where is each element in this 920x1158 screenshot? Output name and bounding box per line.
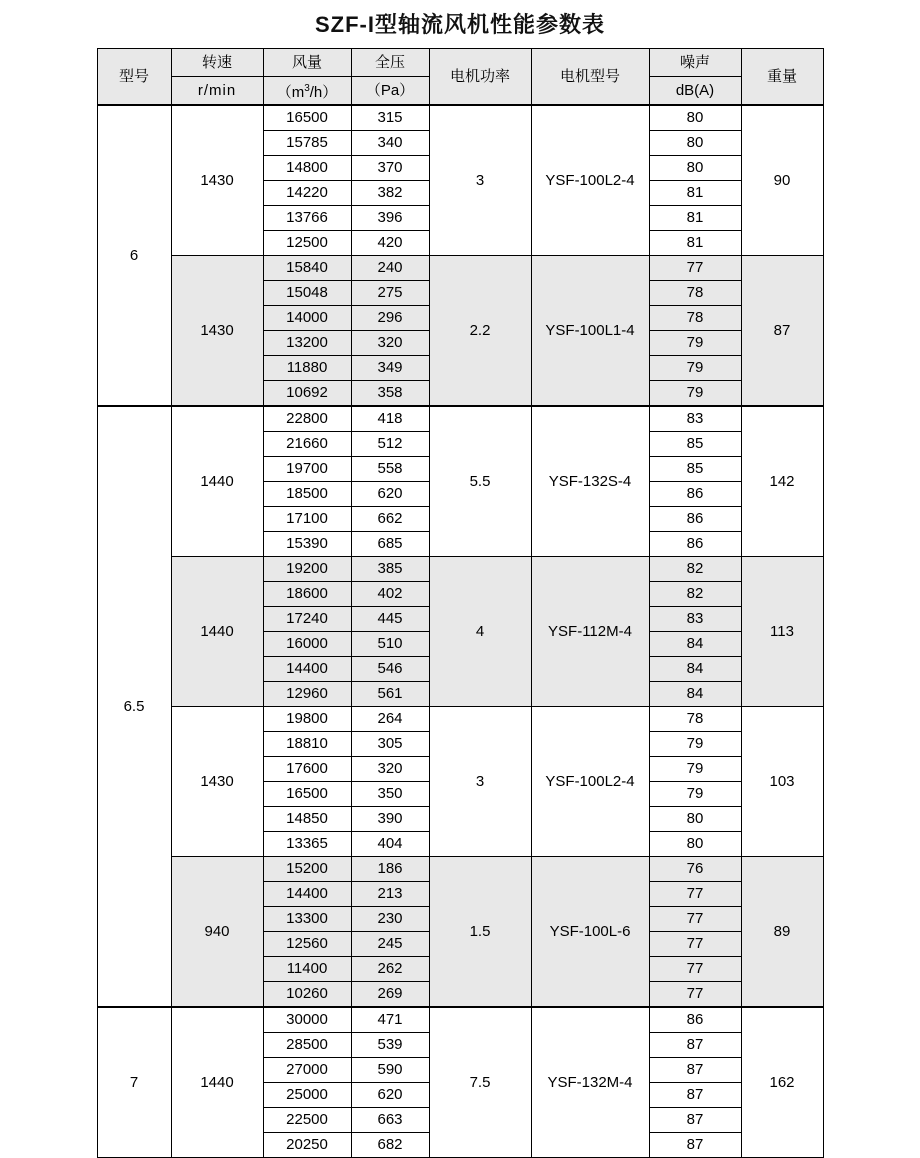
cell-pressure: 269 <box>351 982 429 1008</box>
cell-flow: 11880 <box>263 356 351 381</box>
cell-flow: 16000 <box>263 632 351 657</box>
cell-noise: 77 <box>649 256 741 281</box>
cell-pressure: 315 <box>351 105 429 131</box>
table-body <box>97 105 823 1158</box>
cell-pressure: 663 <box>351 1108 429 1133</box>
cell-pressure: 390 <box>351 807 429 832</box>
cell-speed: 1430 <box>171 707 263 857</box>
cell-pressure: 420 <box>351 231 429 256</box>
cell-noise: 86 <box>649 532 741 557</box>
cell-flow: 19200 <box>263 557 351 582</box>
cell-noise: 80 <box>649 105 741 131</box>
cell-flow: 22800 <box>263 406 351 432</box>
cell-noise: 85 <box>649 457 741 482</box>
cell-noise: 87 <box>649 1108 741 1133</box>
header-flow-unit <box>263 77 351 106</box>
cell-pressure: 396 <box>351 206 429 231</box>
cell-flow: 15048 <box>263 281 351 306</box>
cell-noise: 83 <box>649 607 741 632</box>
cell-pressure: 539 <box>351 1033 429 1058</box>
cell-flow: 18500 <box>263 482 351 507</box>
header-noise: 噪声 <box>649 49 741 77</box>
header-weight: 重量 <box>741 49 823 106</box>
cell-flow: 16500 <box>263 782 351 807</box>
cell-noise: 79 <box>649 381 741 407</box>
cell-power: 1.5 <box>429 857 531 1008</box>
cell-flow: 15200 <box>263 857 351 882</box>
cell-noise: 86 <box>649 1007 741 1033</box>
cell-speed: 1440 <box>171 406 263 557</box>
cell-pressure: 275 <box>351 281 429 306</box>
cell-pressure: 385 <box>351 557 429 582</box>
header-pressure: 全压 <box>351 49 429 77</box>
cell-pressure: 230 <box>351 907 429 932</box>
cell-noise: 84 <box>649 682 741 707</box>
cell-motor-model: YSF-112M-4 <box>531 557 649 707</box>
cell-flow: 14800 <box>263 156 351 181</box>
cell-pressure: 558 <box>351 457 429 482</box>
table-header <box>97 49 823 106</box>
cell-flow: 12560 <box>263 932 351 957</box>
cell-noise: 82 <box>649 582 741 607</box>
cell-pressure: 510 <box>351 632 429 657</box>
header-model: 型号 <box>97 49 171 106</box>
cell-flow: 12960 <box>263 682 351 707</box>
cell-pressure: 561 <box>351 682 429 707</box>
cell-pressure: 349 <box>351 356 429 381</box>
cell-model: 6.5 <box>97 406 171 1007</box>
cell-speed: 1430 <box>171 105 263 256</box>
cell-noise: 80 <box>649 832 741 857</box>
cell-motor-model: YSF-100L2-4 <box>531 105 649 256</box>
header-pressure-unit: （Pa） <box>351 77 429 106</box>
cell-noise: 86 <box>649 482 741 507</box>
cell-power: 7.5 <box>429 1007 531 1158</box>
cell-pressure: 382 <box>351 181 429 206</box>
table-row <box>97 557 823 582</box>
cell-noise: 79 <box>649 757 741 782</box>
cell-motor-model: YSF-132S-4 <box>531 406 649 557</box>
cell-pressure: 264 <box>351 707 429 732</box>
cell-speed: 1430 <box>171 256 263 407</box>
cell-flow: 10260 <box>263 982 351 1008</box>
cell-noise: 81 <box>649 206 741 231</box>
cell-noise: 77 <box>649 882 741 907</box>
header-noise-unit: dB(A) <box>649 77 741 106</box>
cell-pressure: 320 <box>351 757 429 782</box>
cell-flow: 13200 <box>263 331 351 356</box>
page-title: SZF-I型轴流风机性能参数表 <box>315 12 605 37</box>
cell-flow: 28500 <box>263 1033 351 1058</box>
cell-noise: 87 <box>649 1133 741 1158</box>
cell-weight: 103 <box>741 707 823 857</box>
cell-flow: 22500 <box>263 1108 351 1133</box>
cell-pressure: 213 <box>351 882 429 907</box>
cell-pressure: 445 <box>351 607 429 632</box>
cell-flow: 14400 <box>263 657 351 682</box>
table-row <box>97 256 823 281</box>
table-row <box>97 707 823 732</box>
cell-noise: 87 <box>649 1058 741 1083</box>
table-row <box>97 857 823 882</box>
cell-flow: 21660 <box>263 432 351 457</box>
cell-flow: 15840 <box>263 256 351 281</box>
cell-pressure: 240 <box>351 256 429 281</box>
cell-pressure: 340 <box>351 131 429 156</box>
cell-noise: 79 <box>649 331 741 356</box>
cell-flow: 10692 <box>263 381 351 407</box>
cell-weight: 162 <box>741 1007 823 1158</box>
cell-flow: 13300 <box>263 907 351 932</box>
cell-pressure: 546 <box>351 657 429 682</box>
cell-pressure: 662 <box>351 507 429 532</box>
cell-noise: 81 <box>649 231 741 256</box>
cell-flow: 19800 <box>263 707 351 732</box>
cell-weight: 113 <box>741 557 823 707</box>
cell-weight: 89 <box>741 857 823 1008</box>
cell-flow: 14000 <box>263 306 351 331</box>
cell-weight: 90 <box>741 105 823 256</box>
cell-noise: 85 <box>649 432 741 457</box>
cell-pressure: 186 <box>351 857 429 882</box>
cell-pressure: 370 <box>351 156 429 181</box>
cell-pressure: 590 <box>351 1058 429 1083</box>
cell-flow: 12500 <box>263 231 351 256</box>
cell-noise: 77 <box>649 957 741 982</box>
cell-noise: 84 <box>649 657 741 682</box>
cell-flow: 17100 <box>263 507 351 532</box>
cell-pressure: 245 <box>351 932 429 957</box>
cell-noise: 79 <box>649 732 741 757</box>
cell-flow: 14850 <box>263 807 351 832</box>
cell-flow: 15390 <box>263 532 351 557</box>
cell-flow: 13766 <box>263 206 351 231</box>
cell-flow: 14400 <box>263 882 351 907</box>
cell-noise: 77 <box>649 932 741 957</box>
flow-unit-base: （m <box>276 83 305 101</box>
cell-noise: 87 <box>649 1083 741 1108</box>
cell-motor-model: YSF-132M-4 <box>531 1007 649 1158</box>
cell-power: 5.5 <box>429 406 531 557</box>
cell-flow: 18600 <box>263 582 351 607</box>
cell-weight: 142 <box>741 406 823 557</box>
cell-pressure: 262 <box>351 957 429 982</box>
cell-pressure: 620 <box>351 482 429 507</box>
header-row-1 <box>97 49 823 77</box>
cell-noise: 78 <box>649 281 741 306</box>
cell-flow: 11400 <box>263 957 351 982</box>
cell-noise: 80 <box>649 156 741 181</box>
cell-noise: 83 <box>649 406 741 432</box>
performance-parameters-table <box>97 48 824 1158</box>
cell-flow: 30000 <box>263 1007 351 1033</box>
cell-flow: 27000 <box>263 1058 351 1083</box>
cell-model: 7 <box>97 1007 171 1158</box>
cell-power: 2.2 <box>429 256 531 407</box>
cell-pressure: 296 <box>351 306 429 331</box>
cell-noise: 79 <box>649 356 741 381</box>
cell-pressure: 320 <box>351 331 429 356</box>
cell-speed: 1440 <box>171 1007 263 1158</box>
cell-noise: 86 <box>649 507 741 532</box>
cell-flow: 18810 <box>263 732 351 757</box>
cell-noise: 79 <box>649 782 741 807</box>
cell-power: 3 <box>429 707 531 857</box>
cell-flow: 16500 <box>263 105 351 131</box>
cell-pressure: 402 <box>351 582 429 607</box>
cell-noise: 78 <box>649 306 741 331</box>
cell-pressure: 404 <box>351 832 429 857</box>
cell-model: 6 <box>97 105 171 406</box>
table-row <box>97 105 823 131</box>
cell-noise: 77 <box>649 907 741 932</box>
cell-power: 3 <box>429 105 531 256</box>
cell-noise: 82 <box>649 557 741 582</box>
header-speed-unit: r/min <box>171 77 263 106</box>
header-flow: 风量 <box>263 49 351 77</box>
cell-noise: 81 <box>649 181 741 206</box>
cell-noise: 84 <box>649 632 741 657</box>
cell-speed: 1440 <box>171 557 263 707</box>
flow-unit-exponent: 3 <box>304 82 310 94</box>
cell-pressure: 620 <box>351 1083 429 1108</box>
cell-weight: 87 <box>741 256 823 407</box>
cell-noise: 78 <box>649 707 741 732</box>
cell-flow: 14220 <box>263 181 351 206</box>
cell-pressure: 305 <box>351 732 429 757</box>
cell-flow: 25000 <box>263 1083 351 1108</box>
cell-noise: 80 <box>649 807 741 832</box>
cell-pressure: 512 <box>351 432 429 457</box>
cell-noise: 76 <box>649 857 741 882</box>
cell-motor-model: YSF-100L1-4 <box>531 256 649 407</box>
cell-pressure: 350 <box>351 782 429 807</box>
cell-motor-model: YSF-100L-6 <box>531 857 649 1008</box>
cell-pressure: 418 <box>351 406 429 432</box>
cell-motor-model: YSF-100L2-4 <box>531 707 649 857</box>
flow-unit-tail: /h） <box>309 83 338 101</box>
cell-pressure: 358 <box>351 381 429 407</box>
cell-noise: 80 <box>649 131 741 156</box>
cell-flow: 17600 <box>263 757 351 782</box>
table-row <box>97 406 823 432</box>
cell-noise: 77 <box>649 982 741 1008</box>
cell-pressure: 682 <box>351 1133 429 1158</box>
cell-flow: 15785 <box>263 131 351 156</box>
table-row <box>97 1007 823 1033</box>
cell-pressure: 471 <box>351 1007 429 1033</box>
cell-flow: 13365 <box>263 832 351 857</box>
cell-noise: 87 <box>649 1033 741 1058</box>
cell-pressure: 685 <box>351 532 429 557</box>
cell-flow: 20250 <box>263 1133 351 1158</box>
cell-flow: 19700 <box>263 457 351 482</box>
header-motor-model: 电机型号 <box>531 49 649 106</box>
cell-speed: 940 <box>171 857 263 1008</box>
cell-flow: 17240 <box>263 607 351 632</box>
cell-power: 4 <box>429 557 531 707</box>
header-power: 电机功率 <box>429 49 531 106</box>
header-speed: 转速 <box>171 49 263 77</box>
